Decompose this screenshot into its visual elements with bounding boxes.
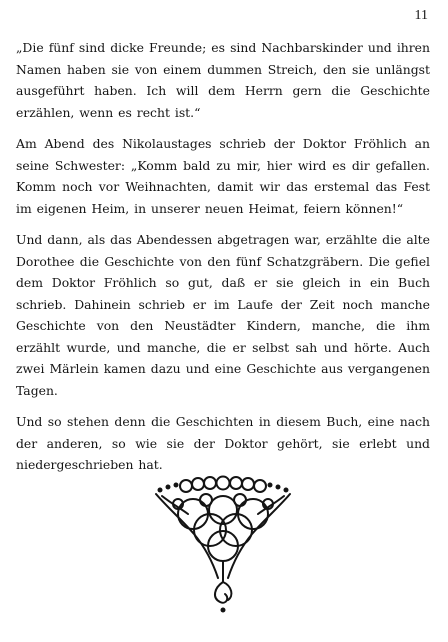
paragraph: Und dann, als das Abendessen abgetragen war, erzählte die alte Dorothee die Geschichte von den fünf Schatzgräbern. Die gefiel dem Doktor Fröhlich so gut, daß er sie gleich in ein Buch schrieb. Dahinein schrieb er im Laufe der Zeit noch manche Geschichte von den Neustädter Kindern, manche, die ihm erzählt wurde, und manche, die er selbst sah und hörte. Auch zwei Märlein kamen dazu und eine Geschichte aus vergangenen Tagen. xyxy=(16,232,430,398)
page-number: 11 xyxy=(414,8,428,23)
paragraph: Und so stehen denn die Geschichten in diesem Buch, eine nach der anderen, so wie sie der Doktor gehört, sie erlebt und niedergeschrieben hat. xyxy=(16,414,430,472)
body-text xyxy=(16,37,430,486)
tailpiece-ornament-icon xyxy=(148,474,298,619)
paragraph: Am Abend des Nikolaustages schrieb der Doktor Fröhlich an seine Schwester: „Komm bald zu mir, hier wird es dir gefallen. Komm noch vor Weihnachten, damit wir das erstemal das Fest im eigenen Heim, in unserer neuen Heimat, feiern können!“ xyxy=(16,136,430,216)
paragraph: „Die fünf sind dicke Freunde; es sind Nachbarskinder und ihren Namen haben sie von einem dummen Streich, den sie unlängst ausgeführt haben. Ich will dem Herrn gern die Geschichte erzählen, wenn es recht ist.“ xyxy=(16,40,430,120)
